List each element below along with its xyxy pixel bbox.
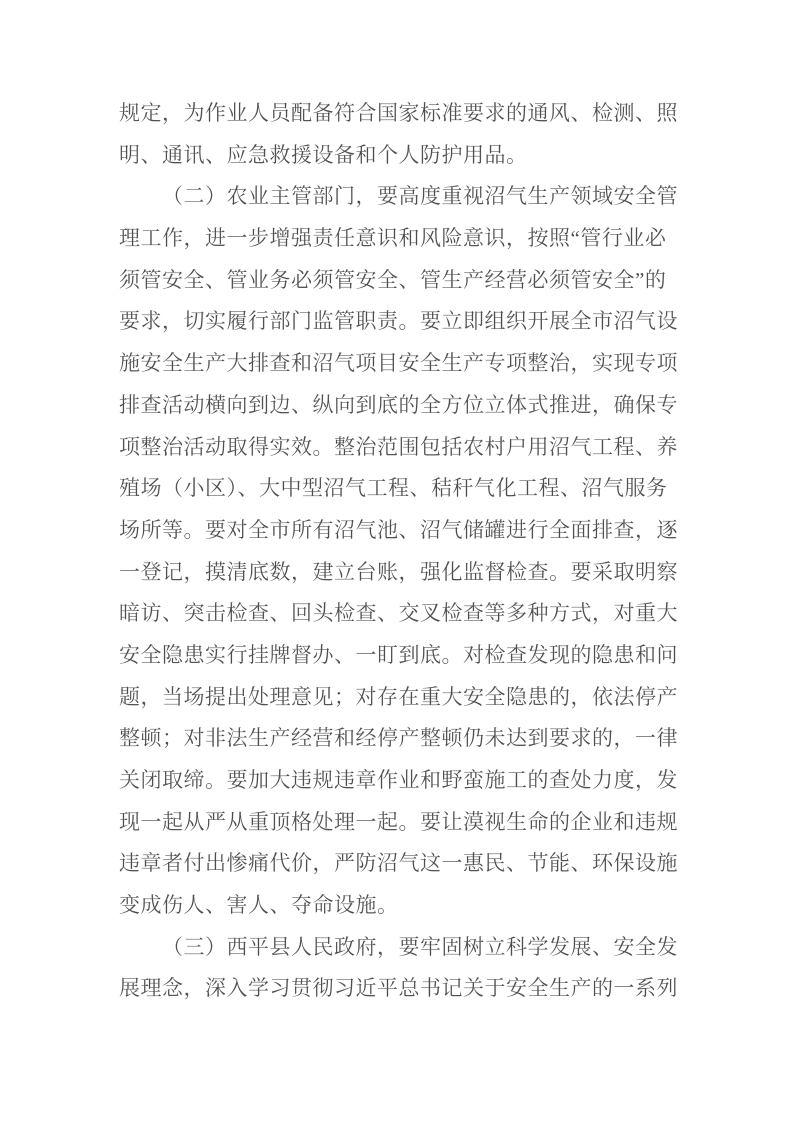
- text-line: 排查活动横向到边、纵向到底的全方位立体式推进，确保专: [119, 392, 678, 417]
- text-line: 理工作，进一步增强责任意识和风险意识，按照“管行业必: [119, 226, 667, 251]
- text-line: 殖场（小区）、大中型沼气工程、秸秆气化工程、沼气服务: [119, 476, 668, 501]
- paragraph-numbered-item-2: [119, 176, 677, 926]
- paragraph-paragraph-continuation: [119, 93, 677, 176]
- paragraph-numbered-item-3: [119, 927, 677, 1010]
- text-line: （二）农业主管部门，要高度重视沼气生产领域安全管: [162, 184, 678, 209]
- text-line: 规定，为作业人员配备符合国家标准要求的通风、检测、照: [119, 101, 678, 125]
- text-line: 明、通讯、应急救援设备和个人防护用品。: [119, 142, 528, 167]
- text-line: 要求，切实履行部门监管职责。要立即组织开展全市沼气设: [119, 309, 678, 334]
- document-text: [119, 93, 677, 1010]
- text-line: 整顿；对非法生产经营和经停产整顿仍未达到要求的，一律: [119, 726, 678, 751]
- text-line: 题，当场提出处理意见；对存在重大安全隐患的，依法停产: [119, 684, 678, 709]
- text-line: 施安全生产大排查和沼气项目安全生产专项整治，实现专项: [119, 351, 678, 376]
- text-line: （三）西平县人民政府，要牢固树立科学发展、安全发: [162, 934, 678, 959]
- text-line: 项整治活动取得实效。整治范围包括农村户用沼气工程、养: [119, 434, 678, 459]
- text-line: 展理念，深入学习贯彻习近平总书记关于安全生产的一系列: [119, 976, 678, 1001]
- text-line: 场所等。要对全市所有沼气池、沼气储罐进行全面排查，逐: [119, 517, 678, 542]
- text-line: 关闭取缔。要加大违规违章作业和野蛮施工的查处力度，发: [119, 768, 678, 792]
- text-line: 安全隐患实行挂牌督办、一盯到底。对检查发现的隐患和问: [119, 642, 678, 667]
- text-line: 一登记，摸清底数，建立台账，强化监督检查。要采取明察: [119, 559, 678, 584]
- text-line: 违章者付出惨痛代价，严防沼气这一惠民、节能、环保设施: [119, 851, 678, 876]
- text-line: 变成伤人、害人、夺命设施。: [119, 893, 399, 918]
- text-line: 现一起从严从重顶格处理一起。要让漠视生命的企业和违规: [119, 809, 678, 834]
- text-line: 须管安全、管业务必须管安全、管生产经营必须管安全”的: [119, 267, 667, 292]
- text-line: 暗访、突击检查、回头检查、交叉检查等多种方式，对重大: [119, 601, 678, 626]
